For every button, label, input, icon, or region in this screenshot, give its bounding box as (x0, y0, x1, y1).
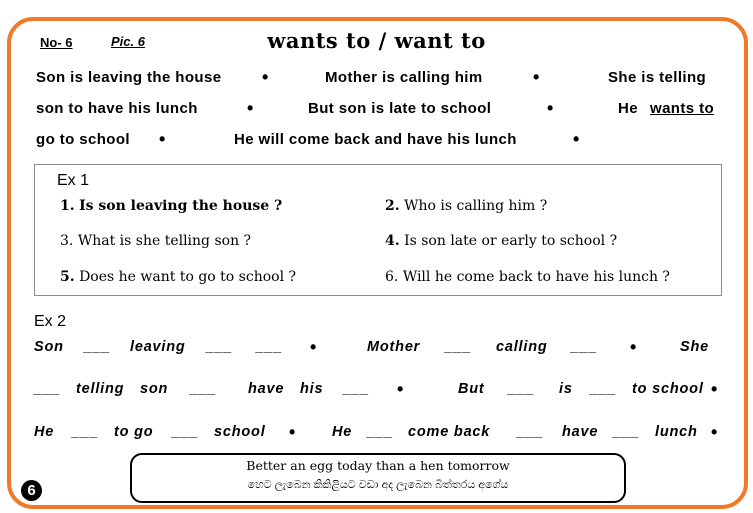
ex2-blank: ___ (190, 381, 217, 397)
ex2-word: calling (496, 339, 548, 355)
page-title: wants to / want to (267, 28, 486, 53)
ex2-word: She (680, 339, 709, 355)
story-dot: • (262, 67, 269, 87)
ex2-word: come back (408, 424, 491, 440)
question-3 (60, 233, 251, 249)
ex2-word: He (332, 424, 353, 440)
question-text: Who is calling him ? (404, 198, 548, 214)
ex2-blank: ___ (343, 381, 370, 397)
ex2-dot: • (711, 379, 718, 399)
ex2-word: is (559, 381, 573, 397)
ex2-word: leaving (130, 339, 186, 355)
proverb-english: Better an egg today than a hen tomorrow (246, 458, 510, 473)
ex2-word: Mother (367, 339, 421, 355)
story-line2-part2: But son is late to school (308, 100, 492, 117)
ex2-word: son (140, 381, 169, 397)
exercise1-label: Ex 1 (57, 172, 90, 189)
question-text: Will he come back to have his lunch ? (402, 269, 670, 285)
question-2 (385, 198, 547, 214)
picture-label: Pic. 6 (111, 34, 145, 49)
ex2-blank: ___ (172, 424, 199, 440)
ex2-word: telling (76, 381, 125, 397)
worksheet-number: No- 6 (40, 35, 73, 50)
question-text: Does he want to go to school ? (79, 269, 297, 285)
question-text: Is son late or early to school ? (404, 233, 618, 249)
question-1 (60, 198, 282, 214)
story-line2-part3: He (618, 100, 638, 117)
ex2-blank: ___ (613, 424, 640, 440)
ex2-blank: ___ (571, 339, 598, 355)
ex2-word: But (458, 381, 485, 397)
ex2-word: to school (632, 381, 704, 397)
story-line1-part3: She is telling (608, 69, 707, 86)
question-number: 3. (60, 233, 74, 249)
question-text: Is son leaving the house ? (79, 198, 283, 214)
story-dot: • (573, 129, 580, 149)
question-number: 5. (60, 269, 75, 285)
story-line3-part2: He will come back and have his lunch (234, 131, 517, 148)
story-line2-part1: son to have his lunch (36, 100, 198, 117)
story-line3-part1: go to school (36, 131, 130, 148)
ex2-blank: ___ (590, 381, 617, 397)
ex2-dot: • (711, 422, 718, 442)
ex2-blank: ___ (445, 339, 472, 355)
ex2-blank: ___ (256, 339, 283, 355)
story-dot: • (159, 129, 166, 149)
story-line1-part1: Son is leaving the house (36, 69, 222, 86)
ex2-blank: ___ (34, 381, 61, 397)
ex2-dot: • (310, 337, 317, 357)
ex2-word: to go (114, 424, 154, 440)
question-number: 2. (385, 198, 400, 214)
question-number: 1. (60, 198, 75, 214)
question-number: 4. (385, 233, 400, 249)
ex2-word: school (214, 424, 266, 440)
question-text: What is she telling son ? (77, 233, 252, 249)
ex2-word: have (562, 424, 599, 440)
ex2-blank: ___ (206, 339, 233, 355)
ex2-word: have (248, 381, 285, 397)
ex2-blank: ___ (517, 424, 544, 440)
ex2-word: lunch (655, 424, 698, 440)
ex2-blank: ___ (72, 424, 99, 440)
ex2-blank: ___ (84, 339, 111, 355)
ex2-dot: • (289, 422, 296, 442)
story-dot: • (533, 67, 540, 87)
story-highlight-wants-to: wants to (650, 100, 715, 117)
ex2-dot: • (397, 379, 404, 399)
ex2-blank: ___ (367, 424, 394, 440)
question-6 (385, 269, 670, 285)
page-number-badge: 6 (21, 480, 42, 501)
ex2-blank: ___ (508, 381, 535, 397)
question-4 (385, 233, 617, 249)
story-line1-part2: Mother is calling him (325, 69, 483, 86)
ex2-dot: • (630, 337, 637, 357)
story-dot: • (247, 98, 254, 118)
ex2-word: his (300, 381, 324, 397)
proverb-sinhala: හෙට ලැබෙන කිකිළියට වඩා අද ලැබෙන බිත්තරය අගේය (247, 479, 509, 491)
story-dot: • (547, 98, 554, 118)
ex2-word: Son (34, 339, 64, 355)
ex2-word: He (34, 424, 55, 440)
question-number: 6. (385, 269, 399, 285)
question-5 (60, 269, 296, 285)
exercise2-label: Ex 2 (34, 313, 67, 330)
